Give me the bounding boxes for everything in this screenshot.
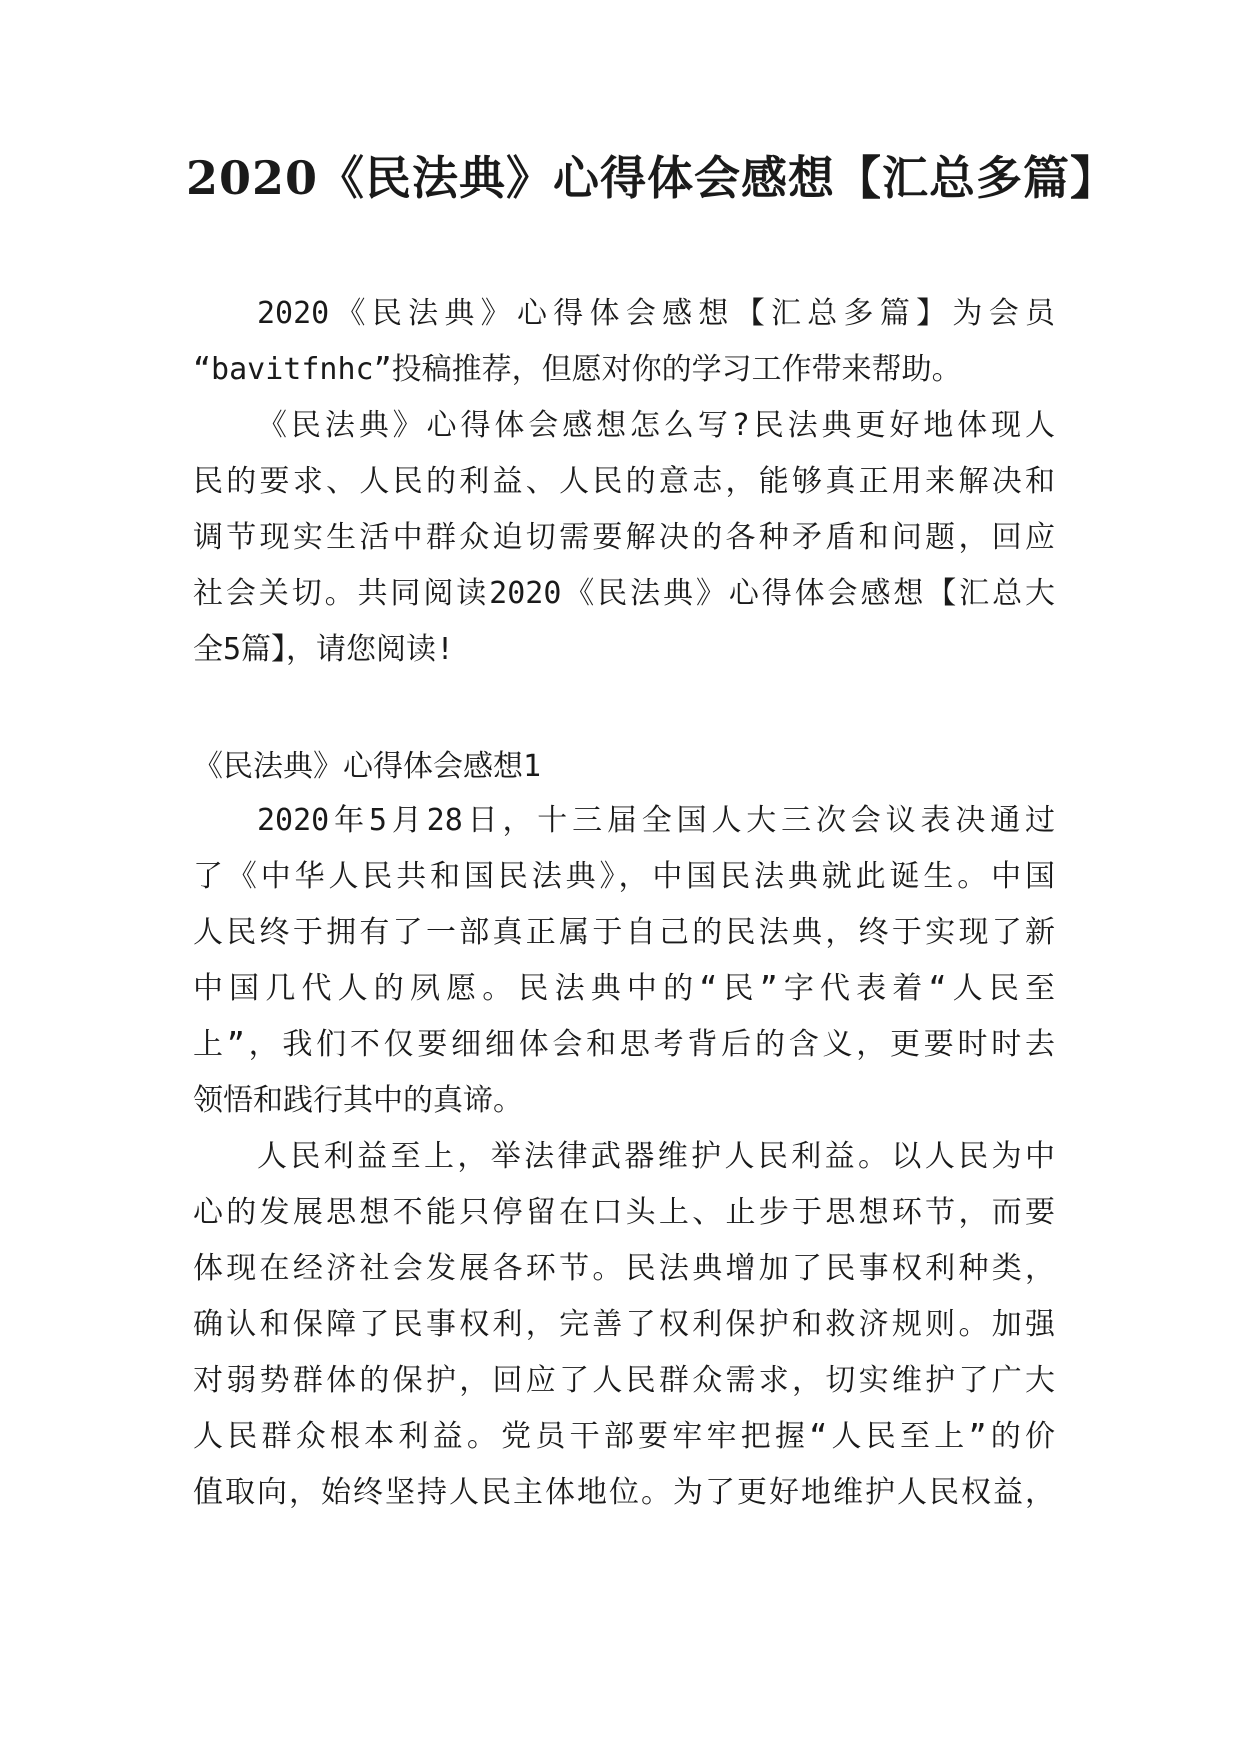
section-1-heading-wrap xyxy=(193,739,1055,795)
text-line: 心的发展思想不能只停留在口头上、止步于思想环节，而要 xyxy=(193,1195,1055,1230)
text-line: 体现在经济社会发展各环节。民法典增加了民事权利种类， xyxy=(193,1251,1055,1286)
intro-section xyxy=(193,286,1055,678)
text-line: 人民终于拥有了一部真正属于自己的民法典，终于实现了新 xyxy=(193,915,1055,950)
document-title: 2020《民法典》心得体会感想【汇总多篇】 xyxy=(186,151,1118,205)
text-line: 《民法典》心得体会感想怎么写?民法典更好地体现人 xyxy=(257,408,1055,443)
text-line: 社会关切。共同阅读2020《民法典》心得体会感想【汇总大 xyxy=(193,576,1055,611)
intro-paragraph-1 xyxy=(193,286,1055,398)
text-line: 全5篇】，请您阅读! xyxy=(193,632,455,667)
text-line: 2020《民法典》心得体会感想【汇总多篇】为会员 xyxy=(257,296,1055,331)
text-line: 2020年5月28日，十三届全国人大三次会议表决通过 xyxy=(257,803,1055,838)
section-heading: 《民法典》心得体会感想1 xyxy=(193,749,542,784)
text-line: 领悟和践行其中的真谛。 xyxy=(193,1083,523,1118)
text-line: 确认和保障了民事权利，完善了权利保护和救济规则。加强 xyxy=(193,1307,1055,1342)
section-1-body xyxy=(193,793,1055,1521)
section-1-paragraph-2 xyxy=(193,1129,1055,1521)
text-line: 上”，我们不仅要细细体会和思考背后的含义，更要时时去 xyxy=(193,1027,1055,1062)
text-line: 值取向，始终坚持人民主体地位。为了更好地维护人民权益， xyxy=(193,1475,1055,1510)
intro-paragraph-2 xyxy=(193,398,1055,678)
text-line: “bavitfnhc”投稿推荐，但愿对你的学习工作带来帮助。 xyxy=(193,352,962,387)
section-1-paragraph-1 xyxy=(193,793,1055,1129)
text-line: 人民利益至上，举法律武器维护人民利益。以人民为中 xyxy=(257,1139,1055,1174)
text-line: 民的要求、人民的利益、人民的意志，能够真正用来解决和 xyxy=(193,464,1055,499)
text-line: 对弱势群体的保护，回应了人民群众需求，切实维护了广大 xyxy=(193,1363,1055,1398)
text-line: 调节现实生活中群众迫切需要解决的各种矛盾和问题，回应 xyxy=(193,520,1055,555)
text-line: 人民群众根本利益。党员干部要牢牢把握“人民至上”的价 xyxy=(193,1419,1055,1454)
text-line: 中国几代人的夙愿。民法典中的“民”字代表着“人民至 xyxy=(193,971,1055,1006)
text-line: 了《中华人民共和国民法典》，中国民法典就此诞生。中国 xyxy=(193,859,1055,894)
